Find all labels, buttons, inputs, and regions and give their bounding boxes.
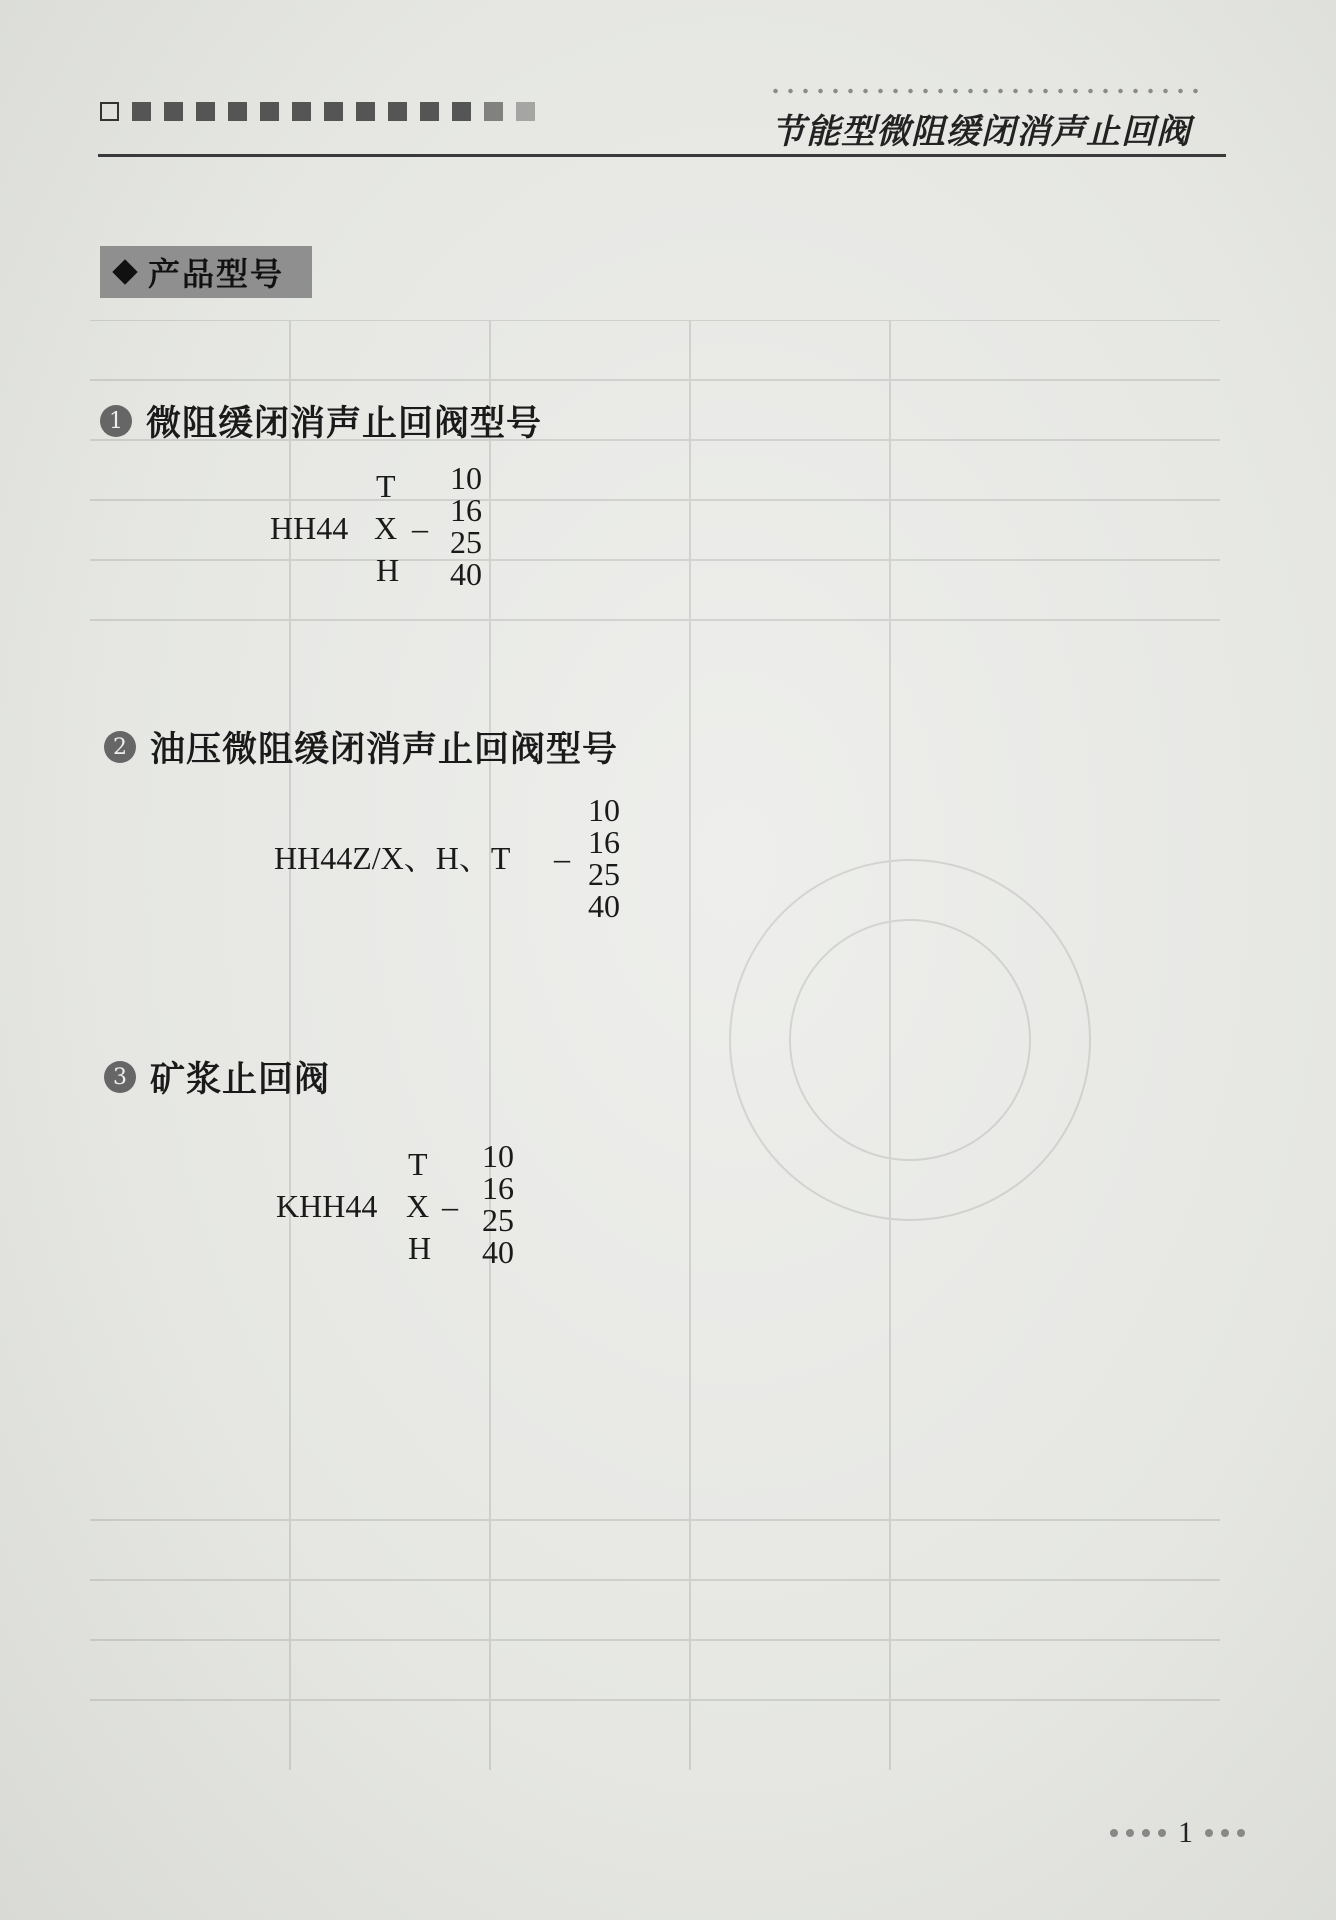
model-code-3 (276, 1140, 536, 1280)
pressure-option: 25 (482, 1202, 514, 1238)
header-square-ornament (100, 102, 535, 121)
number-badge-2-icon: 2 (104, 731, 136, 763)
heading-3-text: 矿浆止回阀 (150, 1060, 331, 1100)
material-option: X (406, 1188, 430, 1224)
heading-2 (104, 722, 618, 772)
header-title: 节能型微阻缓闭消声止回阀 (771, 112, 1191, 152)
model-prefix: KHH44 (276, 1188, 378, 1224)
pressure-option: 40 (450, 556, 482, 592)
dash: – (554, 840, 570, 876)
pressure-option: 16 (450, 492, 482, 528)
model-prefix: HH44Z/X、H、T (274, 840, 511, 876)
model-code-1 (270, 462, 530, 602)
material-option: X (374, 510, 398, 546)
section-label-text: 产品型号 (148, 255, 285, 293)
material-option: H (376, 552, 400, 588)
header-rule (98, 154, 1226, 157)
material-option: T (408, 1146, 428, 1182)
heading-1-text: 微阻缓闭消声止回阀型号 (146, 404, 543, 444)
material-option: T (376, 468, 396, 504)
material-option: H (408, 1230, 432, 1266)
pressure-option: 40 (482, 1234, 514, 1270)
pressure-option: 10 (588, 792, 620, 828)
pressure-option: 10 (450, 460, 482, 496)
heading-1 (100, 396, 542, 446)
number-badge-3-icon: 3 (104, 1061, 136, 1093)
pressure-option: 16 (588, 824, 620, 860)
pressure-option: 40 (588, 888, 620, 924)
heading-3 (104, 1052, 330, 1102)
model-code-2 (274, 794, 654, 934)
page-footer (1110, 1816, 1245, 1850)
diamond-icon (112, 259, 137, 284)
number-badge-1-icon: 1 (100, 405, 132, 437)
heading-2-text: 油压微阻缓闭消声止回阀型号 (150, 730, 619, 770)
header-dot-row (768, 88, 1208, 94)
show-through-texture (90, 320, 1220, 1770)
pressure-option: 16 (482, 1170, 514, 1206)
pressure-option: 25 (588, 856, 620, 892)
page-number: 1 (1178, 1816, 1193, 1849)
dash: – (412, 510, 428, 546)
pressure-option: 10 (482, 1138, 514, 1174)
section-label (100, 246, 312, 298)
pressure-option: 25 (450, 524, 482, 560)
model-prefix: HH44 (270, 510, 349, 546)
dash: – (442, 1188, 458, 1224)
